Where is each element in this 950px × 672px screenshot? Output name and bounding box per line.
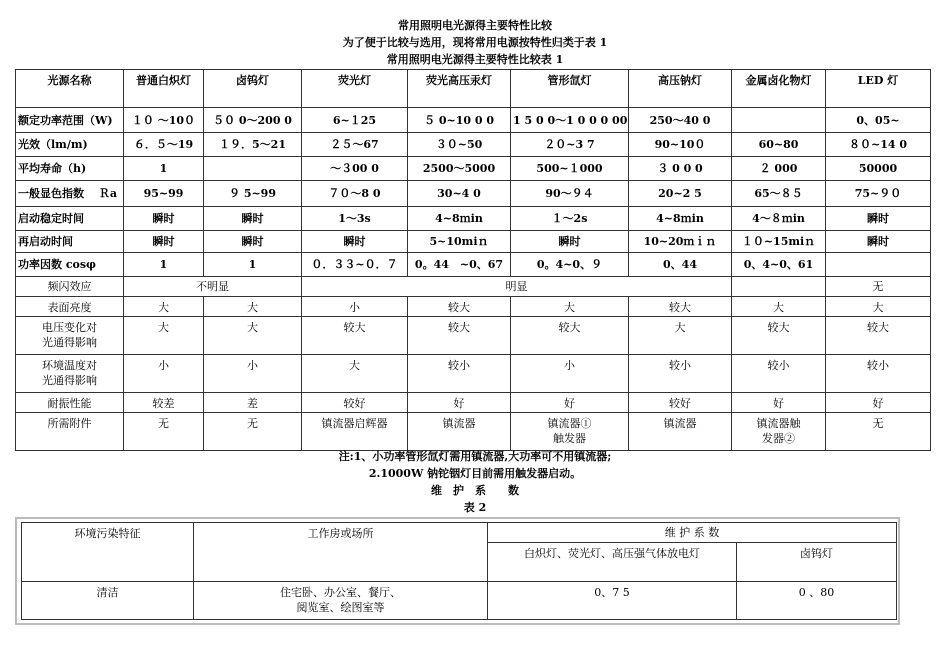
factor-sub-header-1: 白炽灯、荧光灯、高压强气体放电灯 (488, 543, 737, 582)
table-cell: 65～８５ (732, 181, 826, 207)
table-cell: 小 (511, 355, 629, 393)
table-cell: １０~15miｎ (732, 231, 826, 253)
table-row (16, 355, 931, 393)
table-cell: 500~１000 (511, 157, 629, 181)
row-label: 再启动时间 (16, 231, 124, 253)
factor-sub-header-2: 卤钨灯 (737, 543, 897, 582)
table-cell: ３０~50 (408, 133, 511, 157)
table-cell: 大 (732, 297, 826, 317)
table-cell (204, 157, 302, 181)
table-cell: 6~１25 (302, 108, 408, 133)
row-label: 所需附件 (16, 413, 124, 451)
row-label: 一般显色指数 Ｒa (16, 181, 124, 207)
table-cell: 较大 (408, 317, 511, 355)
table-body (16, 108, 931, 451)
table-cell: 大 (629, 317, 732, 355)
table-row (16, 297, 931, 317)
note-1: 注:1、小功率管形氙灯需用镇流器,大功率可不用镇流器; (338, 450, 612, 463)
table-cell: ９ 5~99 (204, 181, 302, 207)
table-cell: 差 (204, 393, 302, 413)
table-cell: 大 (511, 297, 629, 317)
table-cell: 较大 (408, 297, 511, 317)
row-label: 额定功率范围（W) (16, 108, 124, 133)
table-cell: 较大 (302, 317, 408, 355)
table-cell: 小 (124, 355, 204, 393)
flicker-row (16, 277, 931, 297)
header-cell: 金属卤化物灯 (732, 70, 826, 108)
table-cell: 瞬时 (511, 231, 629, 253)
table-cell: 90~10０ (629, 133, 732, 157)
row-label: 表面亮度 (16, 297, 124, 317)
table-cell: 较大 (732, 317, 826, 355)
header-cell: 荧光灯 (302, 70, 408, 108)
table-cell: 0。44 ~0、67 (408, 253, 511, 277)
table-cell: 30~4 0 (408, 181, 511, 207)
table-cell: 大 (204, 297, 302, 317)
factor-header: 维 护 系 数 (488, 523, 897, 543)
env-header: 环境污染特征 (22, 523, 194, 582)
table-cell: 瞬时 (204, 231, 302, 253)
table-cell: 0、4~0、61 (732, 253, 826, 277)
table-cell: 无 (124, 413, 204, 451)
table1-title: 常用照明电光源得主要特性比较表 1 (386, 53, 564, 66)
table-cell: 大 (204, 317, 302, 355)
table-cell: １～2s (511, 207, 629, 231)
table-cell: １９．5～21 (204, 133, 302, 157)
table2-name: 维 护 系 数 (431, 484, 519, 497)
header-cell: 光源名称 (16, 70, 124, 108)
row-label: 耐振性能 (16, 393, 124, 413)
table-cell: 1 5 0 0～1 0 0 0 00 (511, 108, 629, 133)
table-row (16, 157, 931, 181)
table2-label: 表 2 (463, 501, 487, 514)
table-cell: 较小 (732, 355, 826, 393)
table-cell: ３ 0 0 0 (629, 157, 732, 181)
table-cell: 90～９４ (511, 181, 629, 207)
place-cell: 住宅卧、办公室、餐厅、 阅览室、绘图室等 (194, 582, 488, 620)
table-header-row (16, 70, 931, 108)
table-row (16, 253, 931, 277)
factor-cell-2: 0 、80 (737, 582, 897, 620)
table-cell: 大 (124, 317, 204, 355)
table-cell: ２ 000 (732, 157, 826, 181)
table-cell: 60~80 (732, 133, 826, 157)
row-label: 光效（lm/m) (16, 133, 124, 157)
table-cell: 较大 (629, 297, 732, 317)
header-cell: 管形氙灯 (511, 70, 629, 108)
flicker-label: 频闪效应 (16, 277, 124, 297)
table-row (16, 207, 931, 231)
table-cell: 95~99 (124, 181, 204, 207)
row-label: 环境温度对 光通得影响 (16, 355, 124, 393)
table-cell: 瞬时 (124, 207, 204, 231)
factor-cell-1: 0、7 5 (488, 582, 737, 620)
table-cell: 1 (204, 253, 302, 277)
header-cell: LED 灯 (826, 70, 931, 108)
table-cell: 2500～5000 (408, 157, 511, 181)
table-cell: 较小 (408, 355, 511, 393)
row-label: 功率因数 cosφ (16, 253, 124, 277)
table-row (16, 231, 931, 253)
header-cell: 卤钨灯 (204, 70, 302, 108)
table-cell: 好 (826, 393, 931, 413)
table-cell: ２５～67 (302, 133, 408, 157)
table-cell: ～３00 0 (302, 157, 408, 181)
table-row (16, 317, 931, 355)
table-cell: 较小 (826, 355, 931, 393)
table-cell: 镇流器① 触发器 (511, 413, 629, 451)
table-cell: 75~９０ (826, 181, 931, 207)
table-cell (732, 108, 826, 133)
table-row (16, 393, 931, 413)
header-cell: 荧光高压汞灯 (408, 70, 511, 108)
row-label: 启动稳定时间 (16, 207, 124, 231)
table-cell: ０．３３~０．７ (302, 253, 408, 277)
row-label: 平均寿命（h) (16, 157, 124, 181)
table-cell: 镇流器 (629, 413, 732, 451)
table-cell: ７０～8 0 (302, 181, 408, 207)
table-cell: 4～８ｍin (732, 207, 826, 231)
table-cell: 镇流器触 发器② (732, 413, 826, 451)
table-cell: 瞬时 (124, 231, 204, 253)
table-cell: 大 (124, 297, 204, 317)
table-cell: 大 (302, 355, 408, 393)
table-cell: 大 (826, 297, 931, 317)
table-cell: 较差 (124, 393, 204, 413)
flicker-yes: 明显 (302, 277, 732, 297)
table-row (16, 181, 931, 207)
table-cell: 较小 (629, 355, 732, 393)
table-cell: 10~20ｍｉｎ (629, 231, 732, 253)
maintenance-factor-table (21, 522, 897, 620)
table-cell: 4~8ｍin (629, 207, 732, 231)
table-cell: 镇流器 (408, 413, 511, 451)
table-cell: 较大 (826, 317, 931, 355)
table-cell: 250～40 0 (629, 108, 732, 133)
table-cell: 小 (204, 355, 302, 393)
table-cell: 好 (511, 393, 629, 413)
table-cell: 0。4~0、９ (511, 253, 629, 277)
flicker-blank (732, 277, 826, 297)
page-subtitle: 为了便于比较与选用，现将常用电源按特性归类于表 1 (342, 36, 608, 49)
table-cell: 4~8ｍin (408, 207, 511, 231)
page-title: 常用照明电光源得主要特性比较 (398, 19, 552, 32)
table-cell: ８０~14 0 (826, 133, 931, 157)
header-cell: 高压钠灯 (629, 70, 732, 108)
table-cell: 瞬时 (826, 231, 931, 253)
table-cell: 瞬时 (826, 207, 931, 231)
table-cell: ２０~3 7 (511, 133, 629, 157)
table-cell: 无 (826, 413, 931, 451)
table-cell: 瞬时 (204, 207, 302, 231)
light-source-table (15, 69, 931, 451)
flicker-no: 不明显 (124, 277, 302, 297)
table-cell: 小 (302, 297, 408, 317)
table-cell: 好 (408, 393, 511, 413)
table-cell: 0、05~ (826, 108, 931, 133)
table-cell: 1 (124, 157, 204, 181)
table-cell (826, 253, 931, 277)
table-cell: 无 (204, 413, 302, 451)
table-cell: 好 (732, 393, 826, 413)
row-label: 电压变化对 光通得影响 (16, 317, 124, 355)
note-2: 2.1000W 钠铊铟灯目前需用触发器启动。 (368, 467, 582, 480)
table-cell: 较好 (302, 393, 408, 413)
env-cell: 清洁 (22, 582, 194, 620)
table-cell: 20~2 5 (629, 181, 732, 207)
table-cell: 5~10miｎ (408, 231, 511, 253)
table-cell: 镇流器启辉器 (302, 413, 408, 451)
table-row (16, 413, 931, 451)
table-row (16, 108, 931, 133)
notes-block (0, 450, 950, 518)
table-cell: 较好 (629, 393, 732, 413)
table-cell: 1～3s (302, 207, 408, 231)
table-cell: １０ ～10０ (124, 108, 204, 133)
table-row (16, 133, 931, 157)
table-cell: 1 (124, 253, 204, 277)
maintenance-table-frame (15, 517, 900, 625)
table-cell: 瞬时 (302, 231, 408, 253)
table-cell: ６．５～19 (124, 133, 204, 157)
table-cell: 50000 (826, 157, 931, 181)
flicker-led: 无 (826, 277, 931, 297)
table-cell: 0、44 (629, 253, 732, 277)
table-cell: ５ 0~10 0 0 (408, 108, 511, 133)
table-cell: 较大 (511, 317, 629, 355)
place-header: 工作房或场所 (194, 523, 488, 582)
table-cell: ５０ 0～200 0 (204, 108, 302, 133)
header-cell: 普通白炽灯 (124, 70, 204, 108)
